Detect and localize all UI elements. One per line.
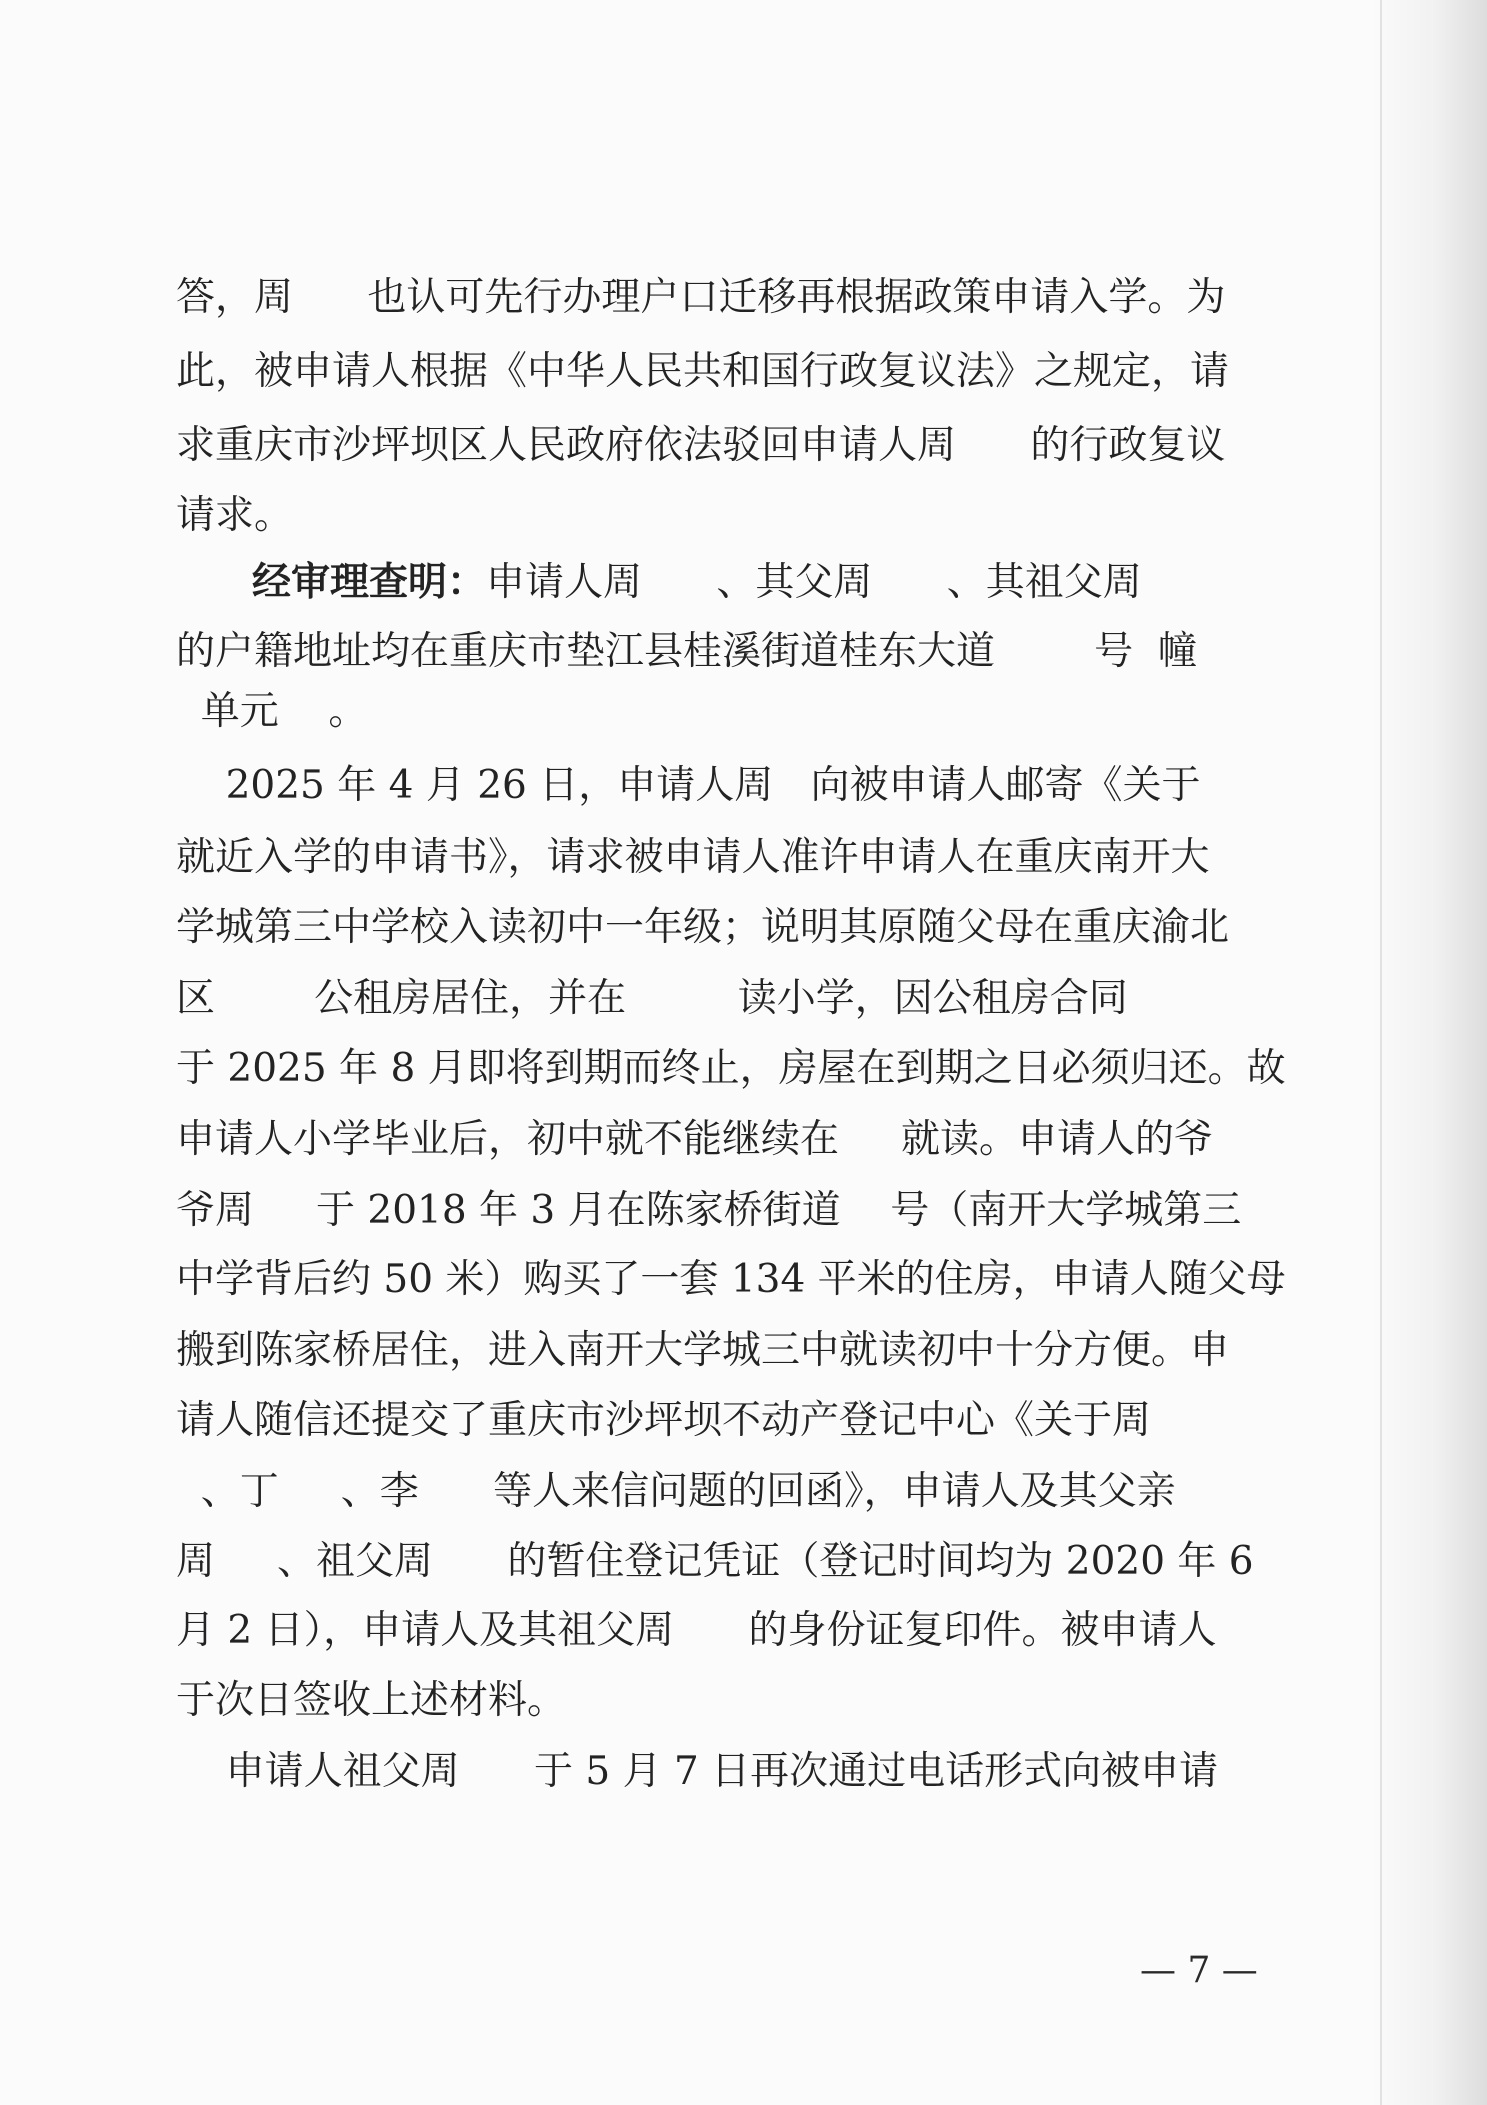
paragraph-2-line-2: 的户籍地址均在重庆市垫江县桂溪街道桂东大道 号 幢 — [176, 629, 1197, 674]
page-edge-shadow — [1370, 0, 1487, 2105]
paragraph-1-line-1: 答，周 也认可先行办理户口迁移再根据政策申请入学。为 — [176, 275, 1226, 320]
paragraph-3-line-7: 爷周 于 2018 年 3 月在陈家桥街道 号（南开大学城第三 — [176, 1188, 1242, 1233]
paragraph-2-line-1 — [252, 556, 1142, 609]
paragraph-3-line-4: 区 公租房居住，并在 读小学，因公租房合同 — [176, 976, 1128, 1021]
paragraph-1-line-4: 请求。 — [176, 493, 294, 538]
paragraph-3-line-2: 就近入学的申请书》，请求被申请人准许申请人在重庆南开大 — [176, 835, 1210, 880]
paragraph-1-line-3: 求重庆市沙坪坝区人民政府依法驳回申请人周 的行政复议 — [176, 423, 1226, 468]
paragraph-3-line-9: 搬到陈家桥居住，进入南开大学城三中就读初中十分方便。申 — [176, 1328, 1230, 1373]
paragraph-2-line-3: 单元 。 — [176, 689, 368, 734]
paragraph-3-line-8: 中学背后约 50 米）购买了一套 134 平米的住房，申请人随父母 — [176, 1257, 1286, 1302]
paragraph-3-line-5: 于 2025 年 8 月即将到期而终止，房屋在到期之日必须归还。故 — [176, 1046, 1286, 1091]
paragraph-3-line-3: 学城第三中学校入读初中一年级；说明其原随父母在重庆渝北 — [176, 905, 1230, 950]
paragraph-1-line-2: 此，被申请人根据《中华人民共和国行政复议法》之规定，请 — [176, 349, 1230, 394]
paragraph-3-line-10: 请人随信还提交了重庆市沙坪坝不动产登记中心《关于周 — [176, 1398, 1152, 1443]
findings-heading: 经审理查明： — [252, 559, 487, 605]
paragraph-4-line-1: 申请人祖父周 于 5 月 7 日再次通过电话形式向被申请 — [176, 1749, 1219, 1794]
paragraph-3-line-13: 月 2 日），申请人及其祖父周 的身份证复印件。被申请人 — [176, 1608, 1217, 1653]
paragraph-3-line-6: 申请人小学毕业后，初中就不能继续在 就读。申请人的爷 — [176, 1117, 1213, 1162]
paragraph-2-line-1-text: 申请人周 、其父周 、其祖父周 — [486, 560, 1142, 605]
paragraph-3-line-11: 、丁 、李 等人来信问题的回函》，申请人及其父亲 — [176, 1469, 1176, 1514]
page-number: — 7 — — [1140, 1950, 1258, 1991]
paragraph-3-line-1: 2025 年 4 月 26 日，申请人周 向被申请人邮寄《关于 — [176, 763, 1201, 808]
paragraph-3-line-14: 于次日签收上述材料。 — [176, 1678, 567, 1723]
page-edge-line — [1380, 0, 1382, 2105]
paragraph-3-line-12: 周 、祖父周 的暂住登记凭证（登记时间均为 2020 年 6 — [176, 1539, 1254, 1584]
